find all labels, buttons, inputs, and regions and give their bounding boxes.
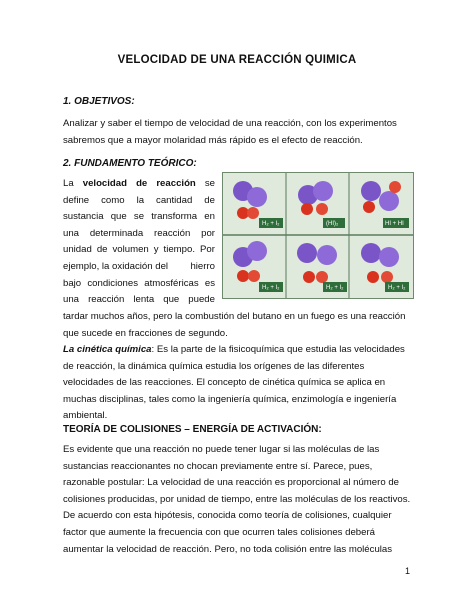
cinetica-line-1-text: : Es la parte de la fisicoquímica que estudia las velocidades [151, 344, 405, 355]
word: como [101, 194, 125, 206]
word: hierro [190, 260, 215, 272]
panel-label-3: HI + HI [385, 221, 404, 227]
objetivos-paragraph [63, 116, 413, 149]
word: transforma [151, 211, 198, 223]
objetivos-line-1: Analizar y saber el tiempo de velocidad de una reacción, con los experimentos [63, 118, 397, 129]
panel-label-1: H₂ + I₂ [262, 221, 280, 227]
word: atmosféricas [144, 277, 199, 289]
colisiones-line-2: sustancias reaccionantes no chocan previamente entre sí. Parece, pues, [63, 460, 373, 472]
word-bold: reacción [156, 178, 196, 189]
cinetica-line-3: velocidades de las reacciones. El concepto de cinética química se aplica en [63, 377, 386, 389]
colisiones-paragraph [63, 442, 413, 558]
fundamento-line-6 [63, 259, 215, 276]
fundamento-continuation [63, 309, 413, 342]
panel-label-2: (HI)₂ [326, 221, 339, 227]
fundamento-line-4 [63, 226, 215, 243]
colisiones-heading: TEORÍA DE COLISIONES – ENERGÍA DE ACTIVACIÓN: [63, 424, 322, 435]
page-title: VELOCIDAD DE UNA REACCIÓN QUIMICA [117, 54, 357, 66]
word: volumen [112, 244, 149, 256]
page-number: 1 [405, 566, 411, 576]
fundamento-line-2 [63, 193, 215, 210]
panel-label-4: H₂ + I₂ [262, 285, 280, 291]
word: determinada [89, 227, 144, 239]
word: sustancia [63, 211, 104, 223]
fundamento-line-7 [63, 276, 215, 293]
word: La [63, 178, 74, 189]
word: unidad [63, 244, 92, 256]
word: en [204, 211, 215, 223]
word: tiempo. [163, 244, 196, 256]
colisiones-line-6: factor que aumente la frecuencia con que ocurren tales colisiones deberá [63, 526, 375, 538]
word: y [153, 244, 159, 256]
word: puede [188, 294, 215, 306]
fundamento-line-1 [63, 176, 215, 193]
panel-label-6: H₂ + I₂ [388, 285, 406, 291]
cinetica-line-4: muchas disciplinas, tales como la ingeniería química, enzimología e ingeniería [63, 393, 397, 405]
word: que [163, 294, 180, 306]
molecule-diagram [223, 173, 413, 298]
word: define [63, 194, 90, 206]
word: es [204, 277, 215, 289]
word: se [204, 178, 215, 189]
colisiones-line-7: aumentar la velocidad de reacción. Pero, no toda colisión entre las moléculas [63, 543, 393, 555]
cinetica-term: La cinética química [63, 344, 152, 355]
word: cantidad [156, 194, 193, 206]
word: lenta [133, 294, 155, 306]
fundamento-full-line-2: que sucede en fracciones de segundo. [63, 327, 228, 339]
word-bold: velocidad [82, 178, 127, 189]
word: una [63, 294, 80, 306]
cinetica-line-1 [63, 342, 413, 359]
word: de [96, 244, 108, 256]
word: una [63, 227, 80, 239]
word-bold: de [136, 178, 148, 189]
fundamento-line-3 [63, 209, 215, 226]
colisiones-line-4: colisiones producidas, por unidad de tiempo, entre las moléculas de los reactivos. [63, 493, 411, 505]
word: la [136, 194, 145, 206]
objetivos-heading: 1. OBJETIVOS: [63, 96, 135, 107]
word: reacción [88, 294, 125, 306]
fundamento-full-line-1: tardar muchos años, pero la combustión del butano en un fuego es una reacción [63, 311, 406, 322]
fundamento-heading: 2. FUNDAMENTO TEÓRICO: [63, 158, 197, 169]
word: de [204, 194, 215, 206]
colisiones-line-3: razonable postular: La velocidad de una reacción es proporcional al número de [63, 477, 399, 489]
objetivos-line-2: sabremos que a mayor molaridad más rápido es el efecto de reacción. [63, 134, 363, 146]
colisiones-line-1: Es evidente que una reacción no puede tener lugar si las moléculas de las [63, 444, 380, 455]
word: condiciones [87, 277, 139, 289]
fundamento-line-8 [63, 292, 215, 309]
fundamento-line-5 [63, 242, 215, 259]
word: Por [200, 244, 215, 256]
cinetica-line-2: de reacción, la dinámica química estudia los orígenes de las diferentes [63, 360, 365, 372]
fundamento-wrapped-paragraph [63, 176, 215, 309]
word: bajo [63, 277, 82, 289]
word: que [110, 211, 127, 223]
cinetica-line-5: ambiental. [63, 410, 108, 422]
word: se [133, 211, 145, 223]
word: por [201, 227, 215, 239]
molecule-reaction-figure [222, 172, 414, 299]
word: ejemplo, la oxidación del [63, 260, 169, 272]
cinetica-paragraph [63, 342, 413, 425]
panel-label-5: H₂ + I₂ [326, 285, 344, 291]
colisiones-line-5: De acuerdo con esta hipótesis, conocida como teoría de colisiones, cualquier [63, 510, 392, 522]
word: reacción [154, 227, 191, 239]
